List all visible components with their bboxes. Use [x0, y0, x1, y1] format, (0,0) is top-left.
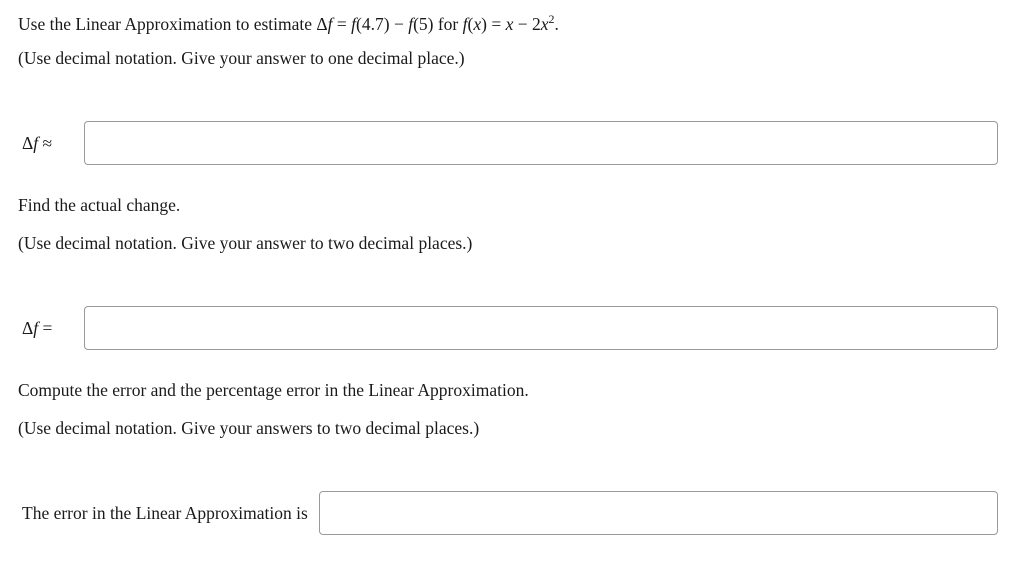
part1-delta: Δ	[22, 133, 34, 153]
f-variable: f	[327, 14, 333, 34]
part2-answer-row	[18, 306, 998, 350]
part2-label	[18, 317, 84, 339]
linear-approximation-input[interactable]	[84, 121, 998, 165]
f-function-3: f	[462, 14, 468, 34]
part2-prompt: Find the actual change.	[18, 195, 181, 215]
minus-two: − 2	[513, 14, 541, 34]
problem-intro: Use the Linear Approximation to estimate	[18, 14, 313, 34]
approx-symbol: ≈	[38, 133, 53, 153]
part1-instruction: (Use decimal notation. Give your answer to one decimal place.)	[18, 48, 465, 68]
paren-close: )	[481, 14, 487, 34]
part3-instruction: (Use decimal notation. Give your answers to two decimal places.)	[18, 418, 480, 438]
equals-sign-2: =	[486, 14, 506, 34]
part2-f: f	[33, 318, 39, 338]
x-variable-2: x	[505, 14, 514, 34]
for-text: for	[433, 14, 463, 34]
part2-delta: Δ	[22, 318, 34, 338]
part1-label	[18, 132, 84, 154]
error-label: The error in the Linear Approximation is	[22, 503, 308, 523]
argument-2: (5)	[413, 14, 434, 34]
part2-instruction: (Use decimal notation. Give your answer to two decimal places.)	[18, 233, 473, 253]
f-function-1: f	[351, 14, 357, 34]
part1-f: f	[33, 133, 39, 153]
equals-sign: =	[332, 14, 352, 34]
period: .	[554, 14, 559, 34]
error-input[interactable]	[319, 491, 998, 535]
part1-answer-row	[18, 121, 998, 165]
x-variable-1: x	[473, 14, 482, 34]
delta-symbol: Δ	[316, 14, 328, 34]
equals-symbol: =	[38, 318, 53, 338]
part3-answer-row	[18, 491, 998, 535]
paren-open: (	[467, 14, 474, 34]
x-variable-3: x	[540, 14, 549, 34]
exponent: 2	[548, 12, 555, 26]
minus-sign: −	[389, 14, 409, 34]
f-function-2: f	[408, 14, 414, 34]
actual-change-input[interactable]	[84, 306, 998, 350]
argument-1: (4.7)	[356, 14, 390, 34]
problem-statement	[18, 8, 559, 35]
part3-prompt: Compute the error and the percentage error in the Linear Approximation.	[18, 380, 529, 400]
